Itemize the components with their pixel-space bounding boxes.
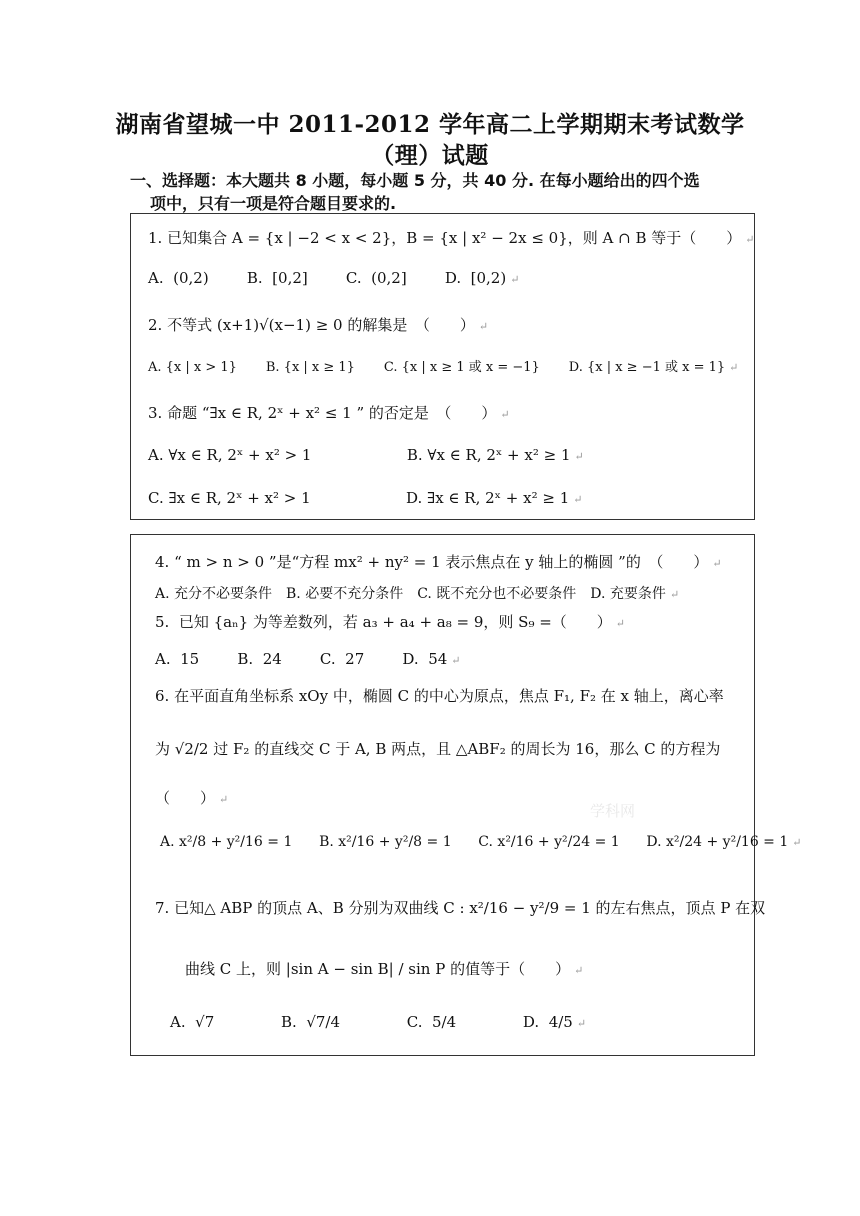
title-line-2: （理）试题: [371, 142, 489, 169]
q6-stem-line-2: 为 √2/2 过 F₂ 的直线交 C 于 A, B 两点，且 △ABF₂ 的周长为 16，那么 C 的方程为: [155, 740, 721, 758]
q5-stem: 5. 已知 {aₙ} 为等差数列，若 a₃ + a₄ + a₈ = 9，则 S₉ =（ ） ↵: [155, 613, 626, 631]
q6-options: A. x²/8 + y²/16 = 1 B. x²/16 + y²/8 = 1 C. x²/16 + y²/24 = 1 D. x²/24 + y²/16 = 1 ↵: [160, 834, 802, 850]
q6-stem-line-3: （ ） ↵: [155, 789, 229, 807]
title-line-1: 湖南省望城一中 2011-2012 学年高二上学期期末考试数学: [115, 111, 745, 138]
q3-options-ab: A. ∀x ∈ R, 2ˣ + x² > 1 B. ∀x ∈ R, 2ˣ + x² ≥ 1 ↵: [148, 446, 584, 464]
q1-stem: 1. 已知集合 A = {x | −2 < x < 2}，B = {x | x² − 2x ≤ 0}，则 A ∩ B 等于（ ） ↵: [148, 229, 755, 247]
q3-stem: 3. 命题 “∃x ∈ R, 2ˣ + x² ≤ 1 ” 的否定是 （ ） ↵: [148, 404, 510, 422]
section-heading-line-2: 项中，只有一项是符合题目要求的.: [150, 194, 397, 213]
q4-options: A. 充分不必要条件 B. 必要不充分条件 C. 既不充分也不必要条件 D. 充要条件 ↵: [155, 586, 680, 602]
q5-options: A. 15 B. 24 C. 27 D. 54 ↵: [155, 650, 461, 668]
q3-options-cd: C. ∃x ∈ R, 2ˣ + x² > 1 D. ∃x ∈ R, 2ˣ + x² ≥ 1 ↵: [148, 489, 583, 507]
q4-stem: 4. “ m > n > 0 ”是“方程 mx² + ny² = 1 表示焦点在 y 轴上的椭圆 ”的 （ ） ↵: [155, 553, 722, 571]
q1-options: A. (0,2) B. [0,2] C. (0,2] D. [0,2) ↵: [148, 269, 520, 287]
q6-stem-line-1: 6. 在平面直角坐标系 xOy 中，椭圆 C 的中心为原点，焦点 F₁, F₂ 在 x 轴上，离心率: [155, 687, 724, 705]
q7-stem-line-1: 7. 已知△ ABP 的顶点 A、B 分别为双曲线 C : x²/16 − y²/9 = 1 的左右焦点，顶点 P 在双: [155, 899, 766, 917]
q2-stem: 2. 不等式 (x+1)√(x−1) ≥ 0 的解集是 （ ） ↵: [148, 316, 489, 334]
watermark: 学科网: [590, 802, 636, 820]
q2-options: A. {x | x > 1} B. {x | x ≥ 1} C. {x | x ≥ 1 或 x = −1} D. {x | x ≥ −1 或 x = 1} ↵: [148, 360, 739, 375]
q7-options: A. √7 B. √7/4 C. 5/4 D. 4/5 ↵: [170, 1013, 587, 1031]
q7-stem-line-2: 曲线 C 上，则 |sin A − sin B| / sin P 的值等于（ ） ↵: [185, 960, 584, 978]
section-heading-line-1: 一、选择题：本大题共 8 小题，每小题 5 分，共 40 分. 在每小题给出的四个选: [130, 171, 700, 190]
